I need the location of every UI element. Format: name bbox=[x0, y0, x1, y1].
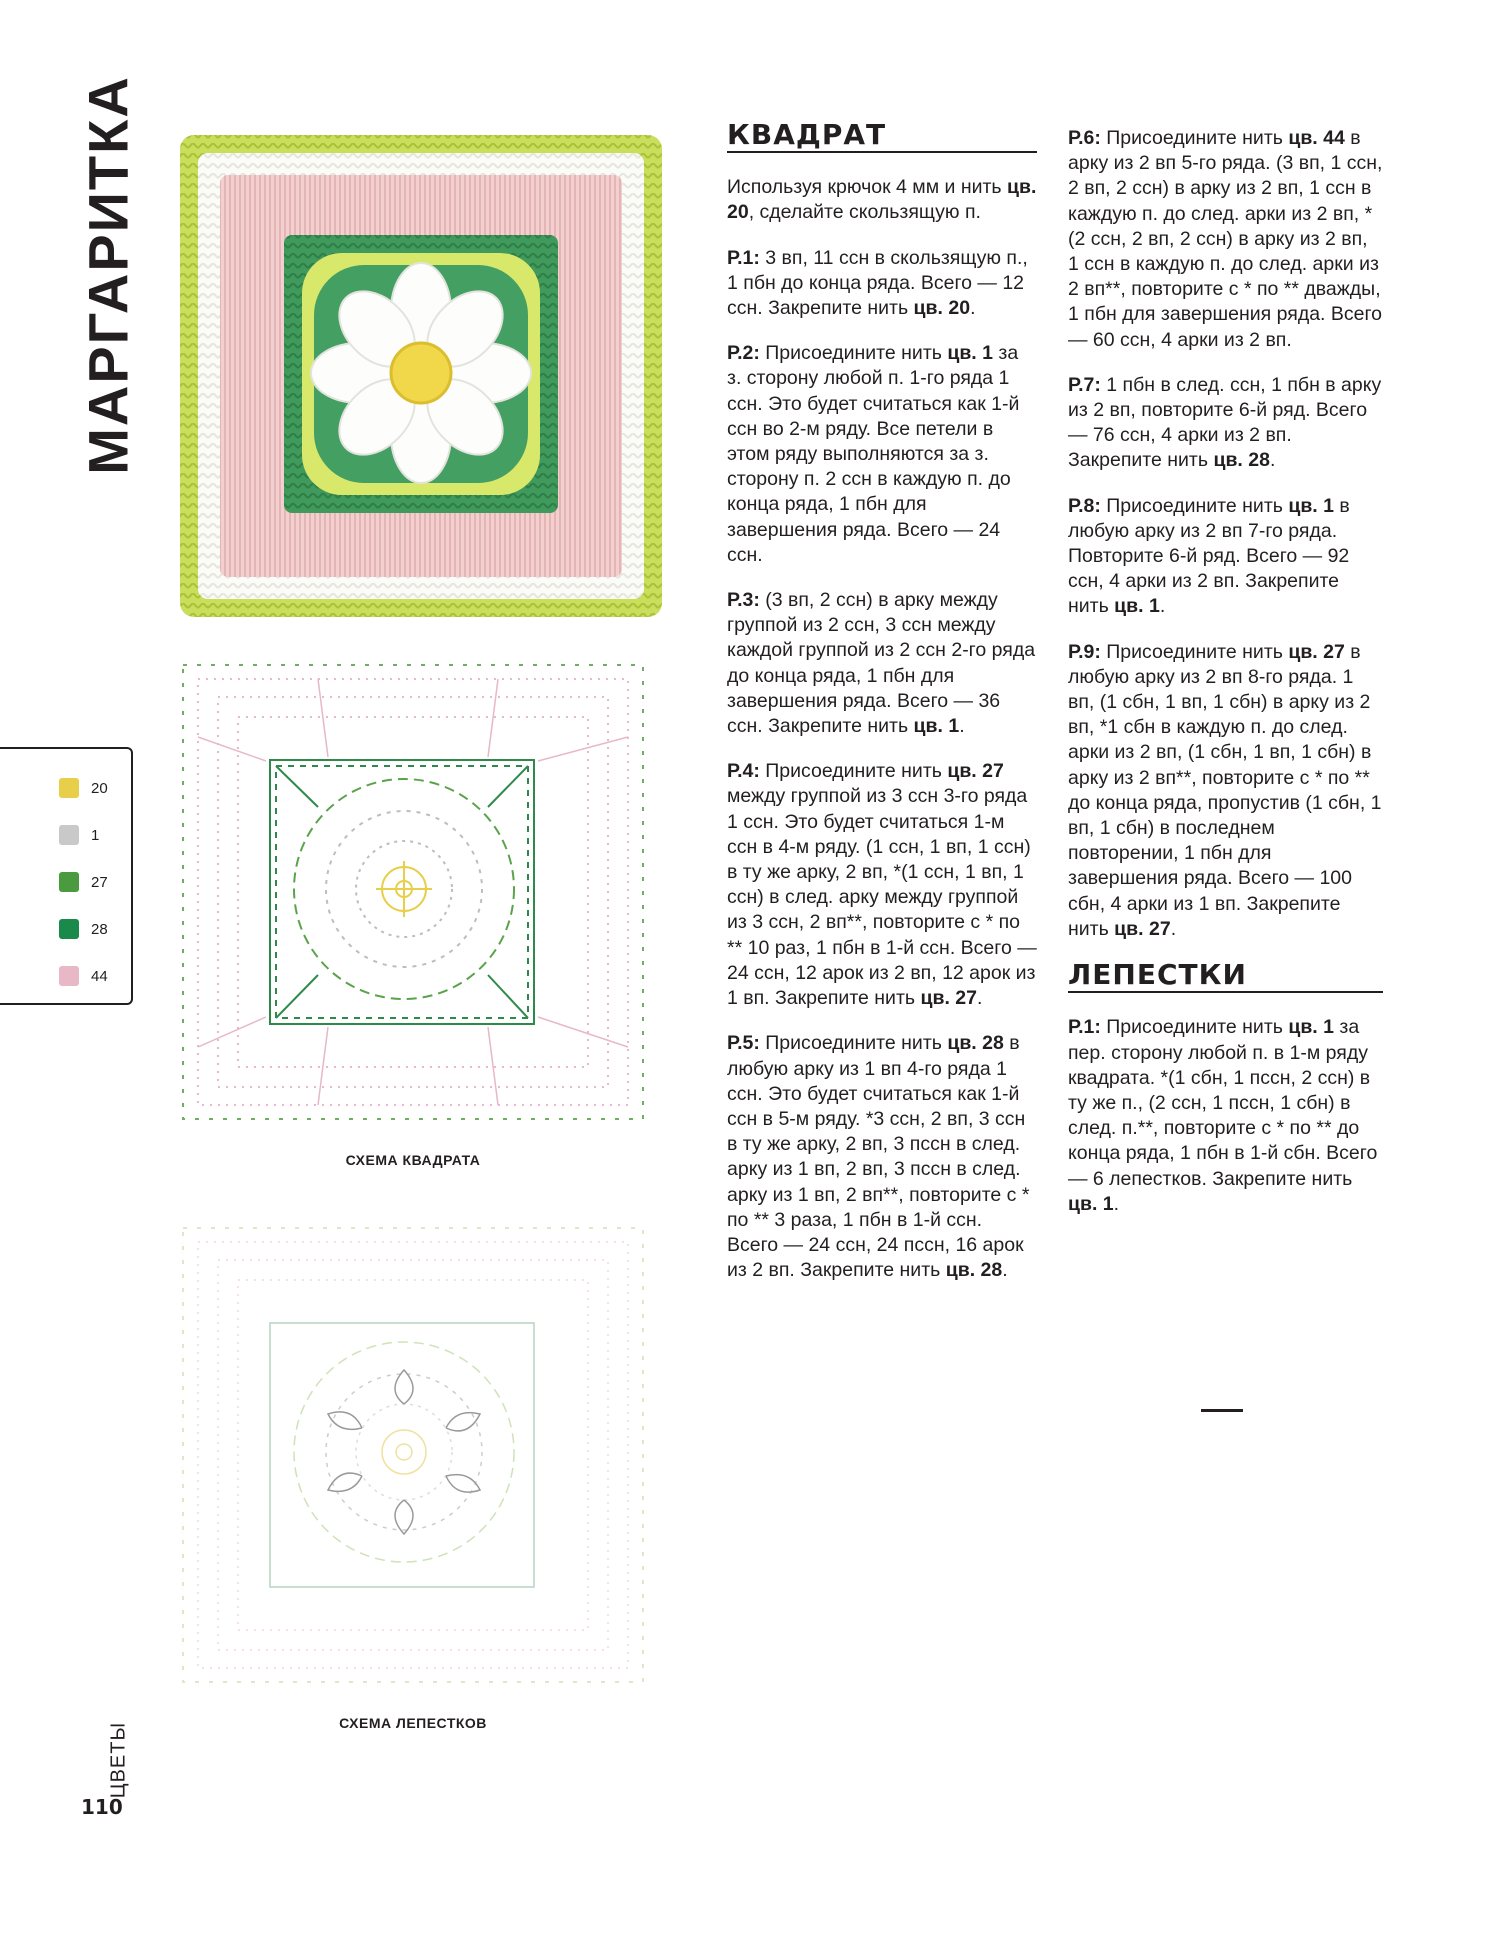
legend-item bbox=[59, 824, 99, 846]
legend-label: 1 bbox=[91, 826, 100, 844]
legend-swatch bbox=[59, 778, 79, 798]
instructions-column-1 bbox=[727, 118, 1037, 1303]
legend-item bbox=[59, 918, 108, 940]
square-intro: Используя крючок 4 мм и нить цв. 20, сделайте скользящую п. bbox=[727, 176, 1037, 224]
row-instruction: Р.5: Присоедините нить цв. 28 в любую арку из 1 вп 4-го ряда 1 ссн. Это будет считаться как 1-й ссн в 5-м ряду. *3 ссн, 2 вп, 3 ссн в ту же арку, 2 вп, 3 пссн в след. арку из 1 вп, 2 вп, 3 пссн в след. арку из 1 вп, 2 вп**, повторите с * по ** 3 раза, 1 пбн в 1-й ссн. Всего — 24 ссн, 24 пссн, 16 арок из 2 вп. Закрепите нить цв. 28. bbox=[727, 1032, 1030, 1282]
petals-chart-diagram bbox=[178, 1220, 648, 1690]
row-instruction: Р.8: Присоедините нить цв. 1 в любую арку из 2 вп 7-го ряда. Повторите 6-й ряд. Всего — 92 ссн, 4 арки из 2 вп. Закрепите нить цв. 1. bbox=[1068, 494, 1350, 618]
square-heading: КВАДРАТ bbox=[727, 122, 1037, 153]
legend-label: 28 bbox=[91, 920, 108, 938]
page-title: МАРГАРИТКА bbox=[76, 75, 140, 475]
legend-item bbox=[59, 777, 108, 799]
page-title-vertical bbox=[76, 75, 140, 475]
instructions-column-2 bbox=[1068, 126, 1383, 1237]
row-instruction: Р.4: Присоедините нить цв. 27 между группой из 3 ссн 3-го ряда 1 ссн. Это будет считаться 1-м ссн в 4-м ряду. (1 ссн, 1 вп, 1 ссн) в ту же арку, 2 вп, *(1 ссн, 1 вп, 1 ссн) в след. арку между группой из 3 ссн, 2 вп**, повторите с * по ** 10 раз, 1 пбн в 1-й ссн. Всего — 24 ссн, 12 арок из 2 вп, 12 арок из 1 вп. Закрепите нить цв. 27. bbox=[727, 760, 1037, 1010]
row-instruction: Р.9: Присоедините нить цв. 27 в любую арку из 2 вп 8-го ряда. 1 вп, (1 сбн, 1 вп, 1 сбн) в арку из 2 вп, *1 сбн в каждую п. до след. арки из 2 вп, (1 сбн, 1 вп, 1 сбн) в арку из 2 вп**, повторите с * по ** до конца ряда, пропустив (1 сбн, 1 вп, 1 сбн) в последнем повторении, 1 пбн для завершения ряда. Всего — 100 сбн, 4 арки из 1 вп. Закрепите нить цв. 27. bbox=[1068, 640, 1382, 940]
end-rule bbox=[1201, 1409, 1243, 1412]
square-chart-diagram bbox=[178, 657, 648, 1127]
crochet-square-photo bbox=[178, 133, 664, 619]
row-instruction: Р.3: (3 вп, 2 ссн) в арку между группой из 2 ссн, 3 ссн между каждой группой из 2 ссн 2-го ряда до конца ряда, 1 пбн для завершения ряда. Всего — 36 ссн. Закрепите нить цв. 1. bbox=[727, 589, 1036, 738]
legend-label: 44 bbox=[91, 967, 108, 985]
color-legend bbox=[0, 747, 133, 1005]
legend-swatch bbox=[59, 919, 79, 939]
row-instruction: Р.2: Присоедините нить цв. 1 за з. сторону любой п. 1-го ряда 1 ссн. Это будет считаться как 1-й ссн во 2-м ряду. Все петели в этом ряду выполняются за з. сторону п. 2 ссн в каждую п. до конца ряда, 1 пбн для завершения ряда. Всего — 24 ссн. bbox=[727, 342, 1020, 566]
page-number: 110 bbox=[81, 1795, 123, 1819]
row-instruction: Р.1: 3 вп, 11 ссн в скользящую п., 1 пбн до конца ряда. Всего — 12 ссн. Закрепите нить цв. 20. bbox=[727, 246, 1028, 320]
row-instruction: Р.6: Присоедините нить цв. 44 в арку из 2 вп 5-го ряда. (3 вп, 1 ссн, 2 вп, 2 ссн) в арку из 2 вп, 1 ссн в каждую п. до след. арки из 2 вп, *(2 ссн, 2 вп, 2 ссн) в арку из 2 вп, 1 ссн в каждую п. до след. арки из 2 вп**, повторите с * по ** дважды, 1 пбн для завершения ряда. Всего — 60 ссн, 4 арки из 2 вп. bbox=[1068, 127, 1383, 351]
chapter-label: ЦВЕТЫ bbox=[107, 1721, 130, 1799]
square-chart-caption: СХЕМА КВАДРАТА bbox=[345, 1152, 481, 1168]
legend-item bbox=[59, 965, 108, 987]
legend-item bbox=[59, 871, 108, 893]
legend-swatch bbox=[59, 966, 79, 986]
row-instruction: Р.7: 1 пбн в след. ссн, 1 пбн в арку из 2 вп, повторите 6-й ряд. Всего — 76 ссн, 4 арки из 2 вп. Закрепите нить цв. 28. bbox=[1068, 373, 1382, 472]
legend-swatch bbox=[59, 872, 79, 892]
petals-heading: ЛЕПЕСТКИ bbox=[1068, 962, 1383, 993]
row-instruction: Р.1: Присоедините нить цв. 1 за пер. сторону любой п. в 1-м ряду квадрата. *(1 сбн, 1 пссн, 2 ссн) в ту же п., (2 ссн, 1 пссн, 1 сбн) в след. п.**, повторите с * по ** до конца ряда, 1 пбн в 1-й сбн. Всего — 6 лепестков. Закрепите нить цв. 1. bbox=[1068, 1016, 1378, 1215]
legend-label: 27 bbox=[91, 873, 108, 891]
legend-swatch bbox=[59, 825, 79, 845]
petals-chart-caption: СХЕМА ЛЕПЕСТКОВ bbox=[339, 1715, 487, 1731]
legend-label: 20 bbox=[91, 779, 108, 797]
